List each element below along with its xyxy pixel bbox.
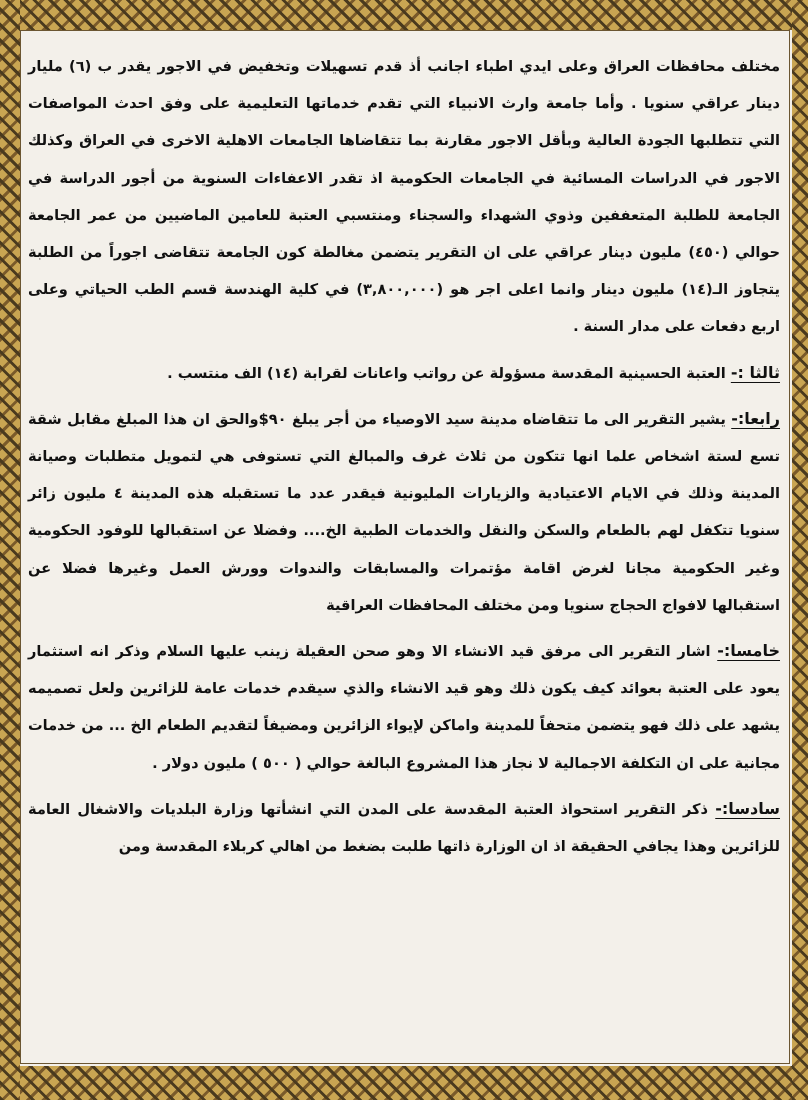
paragraph-third (28, 354, 780, 392)
ornamental-border-right (792, 0, 808, 1100)
paragraph-fourth (28, 400, 780, 624)
section-heading-third: ثالثا :- (730, 362, 780, 382)
paragraph-text: ذكر التقرير استحواذ العتبة المقدسة على المدن التي انشأتها وزارة البلديات والاشغال العامة للزائرين وهذا يجافي الحقيقة اذ ان الوزارة ذاتها طلبت بضغط من اهالي كربلاء المقدسة ومن (28, 800, 780, 856)
paragraph-text: العتبة الحسينية المقدسة مسؤولة عن رواتب واعانات لقرابة (١٤) الف منتسب . (167, 364, 731, 382)
ornamental-border-left (0, 0, 20, 1100)
paragraph-sixth (28, 790, 780, 865)
paragraph-intro (28, 48, 780, 346)
document-body (28, 48, 780, 865)
paragraph-text: اشار التقرير الى مرفق قيد الانشاء الا وهو صحن العقيلة زينب عليها السلام وذكر انه استثمار يعود على العتبة بعوائد كيف يكون ذلك وهو قيد الانشاء والذي سيقدم خدمات عامة للزائرين ولعل تصميمه يشهد على ذلك فهو يتضمن متحفاً للمدينة واماكن لإيواء الزائرين ومضيفاً لتقديم الطعام الخ ... من خدمات مجانية على ان التكلفة الاجمالية لا نجاز هذا المشروع البالغة حوالي ( ٥٠٠ ) مليون دولار . (28, 643, 780, 772)
paragraph-fifth (28, 632, 780, 782)
paragraph-text: مختلف محافظات العراق وعلى ايدي اطباء اجانب أذ قدم تسهيلات وتخفيض في الاجور يقدر ب (٦) مليار دينار عراقي سنويا . وأما جامعة وارث الانبياء التي تقدم خدماتها التعليمية على وفق احدث المواصفات التي تتطلبها الجودة العالية وبأقل الاجور مقارنة بما تتقاضاها الجامعات الاهلية الاخرى في العراق وكذلك الاجور في الدراسات المسائية في الجامعات الحكومية اذ تقدر الاعفاءات السنوية من أجور الدراسة في الجامعة للطلبة المتعففين وذوي الشهداء والسجناء ومنتسبي العتبة للعامين الماضيين من عمر الجامعة حوالي (٤٥٠) مليون دينار عراقي على ان التقرير يتضمن مغالطة كون الجامعة تتقاضى اجوراً من الطلبة يتجاوز الـ(١٤) مليون دينار وانما اعلى اجر هو (٣,٨٠٠,٠٠٠) في كلية الهندسة قسم الطب الحياتي وعلى اربع دفعات على مدار السنة . (28, 58, 781, 336)
ornamental-border-top (0, 0, 808, 30)
section-heading-fifth: خامسا:- (717, 641, 780, 661)
section-heading-fourth: رابعا:- (731, 408, 780, 428)
ornamental-border-bottom (0, 1066, 808, 1100)
section-heading-sixth: سادسا:- (715, 798, 780, 818)
paragraph-text: يشير التقرير الى ما تتقاضاه مدينة سيد الاوصياء من أجر يبلغ ٩٠$والحق ان هذا المبلغ مقابل شقة تسع لستة اشخاص علما انها تتكون من ثلاث غرف والمبالغ التي تستوفى هي لتمويل متطلبات وصيانة المدينة وذلك في الايام الاعتيادية والزيارات المليونية فيقدر عدد ما تستقبله هذه المدينة ٤ مليون زائر سنويا تتكفل لهم بالطعام والسكن والنقل والخدمات الطبية الخ.... وفضلا عن استقبالها للوفود الحكومية وغير الحكومية مجانا لغرض اقامة مؤتمرات والمسابقات والندوات وورش العمل وغيرها فضلا عن استقبالها لافواج الحجاج سنويا ومن مختلف المحافظات العراقية (28, 410, 780, 614)
